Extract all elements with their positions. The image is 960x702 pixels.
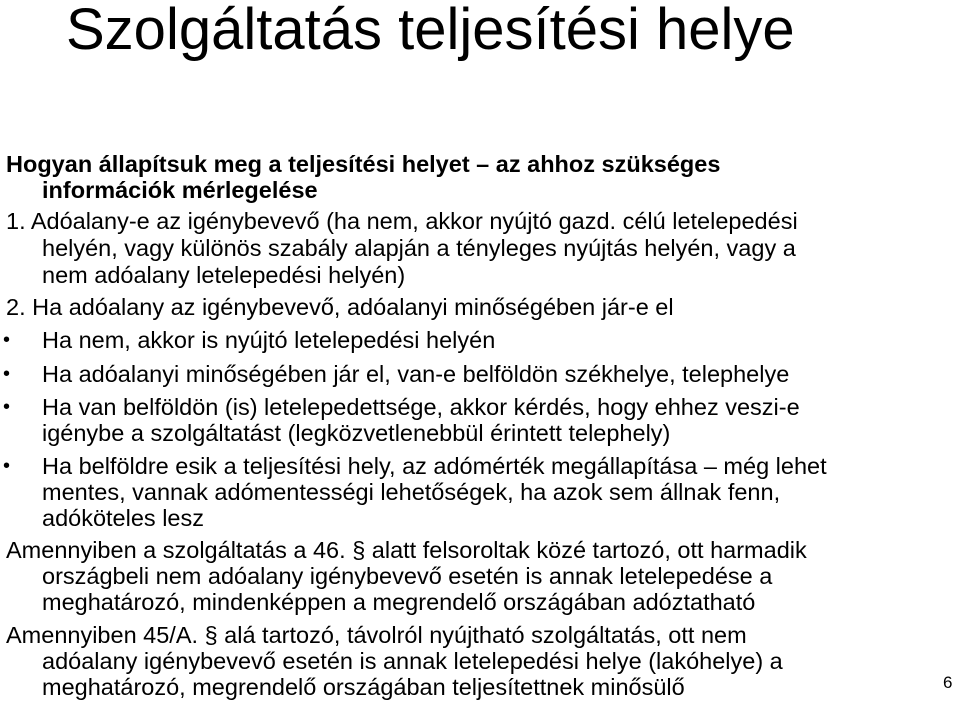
bullet-marker-2: • — [3, 363, 11, 385]
bullet-marker-4: • — [3, 455, 11, 477]
para-2-line-3: meghatározó, megrendelő országában teljesítettnek minősülő — [42, 674, 685, 700]
point-1-line-1: 1. Adóalany-e az igénybevevő (ha nem, akkor nyújtó gazd. célú letelepedési — [6, 208, 798, 234]
heading-line-2: információk mérlegelése — [42, 177, 318, 203]
bullet-marker-1: • — [3, 329, 11, 351]
para-2-line-2: adóalany igénybevevő esetén is annak letelepedési helye (lakóhelye) a — [42, 648, 783, 674]
para-1-line-2: országbeli nem adóalany igénybevevő esetén is annak letelepedése a — [42, 563, 773, 589]
point-2: 2. Ha adóalany az igénybevevő, adóalanyi minőségében jár-e el — [6, 294, 674, 320]
para-1-line-3: meghatározó, mindenképpen a megrendelő országában adóztatható — [42, 589, 756, 615]
point-1-line-3: nem adóalany letelepedési helyén) — [42, 262, 406, 288]
bullet-2: Ha adóalanyi minőségében jár el, van-e belföldön székhelye, telephelye — [42, 361, 790, 387]
bullet-3-line-2: igénybe a szolgáltatást (legközvetlenebbül érintett telephely) — [42, 420, 671, 446]
heading-line-1: Hogyan állapítsuk meg a teljesítési helyet – az ahhoz szükséges — [6, 151, 721, 177]
bullet-1: Ha nem, akkor is nyújtó letelepedési helyén — [42, 327, 496, 353]
bullet-marker-3: • — [3, 396, 11, 418]
slide-title: Szolgáltatás teljesítési helye — [66, 0, 795, 62]
para-2-line-1: Amennyiben 45/A. § alá tartozó, távolról nyújtható szolgáltatás, ott nem — [6, 622, 747, 648]
point-1-line-2: helyén, vagy különös szabály alapján a tényleges nyújtás helyén, vagy a — [42, 235, 796, 261]
bullet-4-line-3: adóköteles lesz — [42, 505, 204, 531]
page-number: 6 — [943, 673, 953, 692]
bullet-4-line-2: mentes, vannak adómentességi lehetőségek, ha azok sem állnak fenn, — [42, 479, 781, 505]
bullet-4-line-1: Ha belföldre esik a teljesítési hely, az adómérték megállapítása – még lehet — [42, 453, 827, 479]
para-1-line-1: Amennyiben a szolgáltatás a 46. § alatt felsoroltak közé tartozó, ott harmadik — [6, 537, 807, 563]
bullet-3-line-1: Ha van belföldön (is) letelepedettsége, akkor kérdés, hogy ehhez veszi-e — [42, 394, 800, 420]
